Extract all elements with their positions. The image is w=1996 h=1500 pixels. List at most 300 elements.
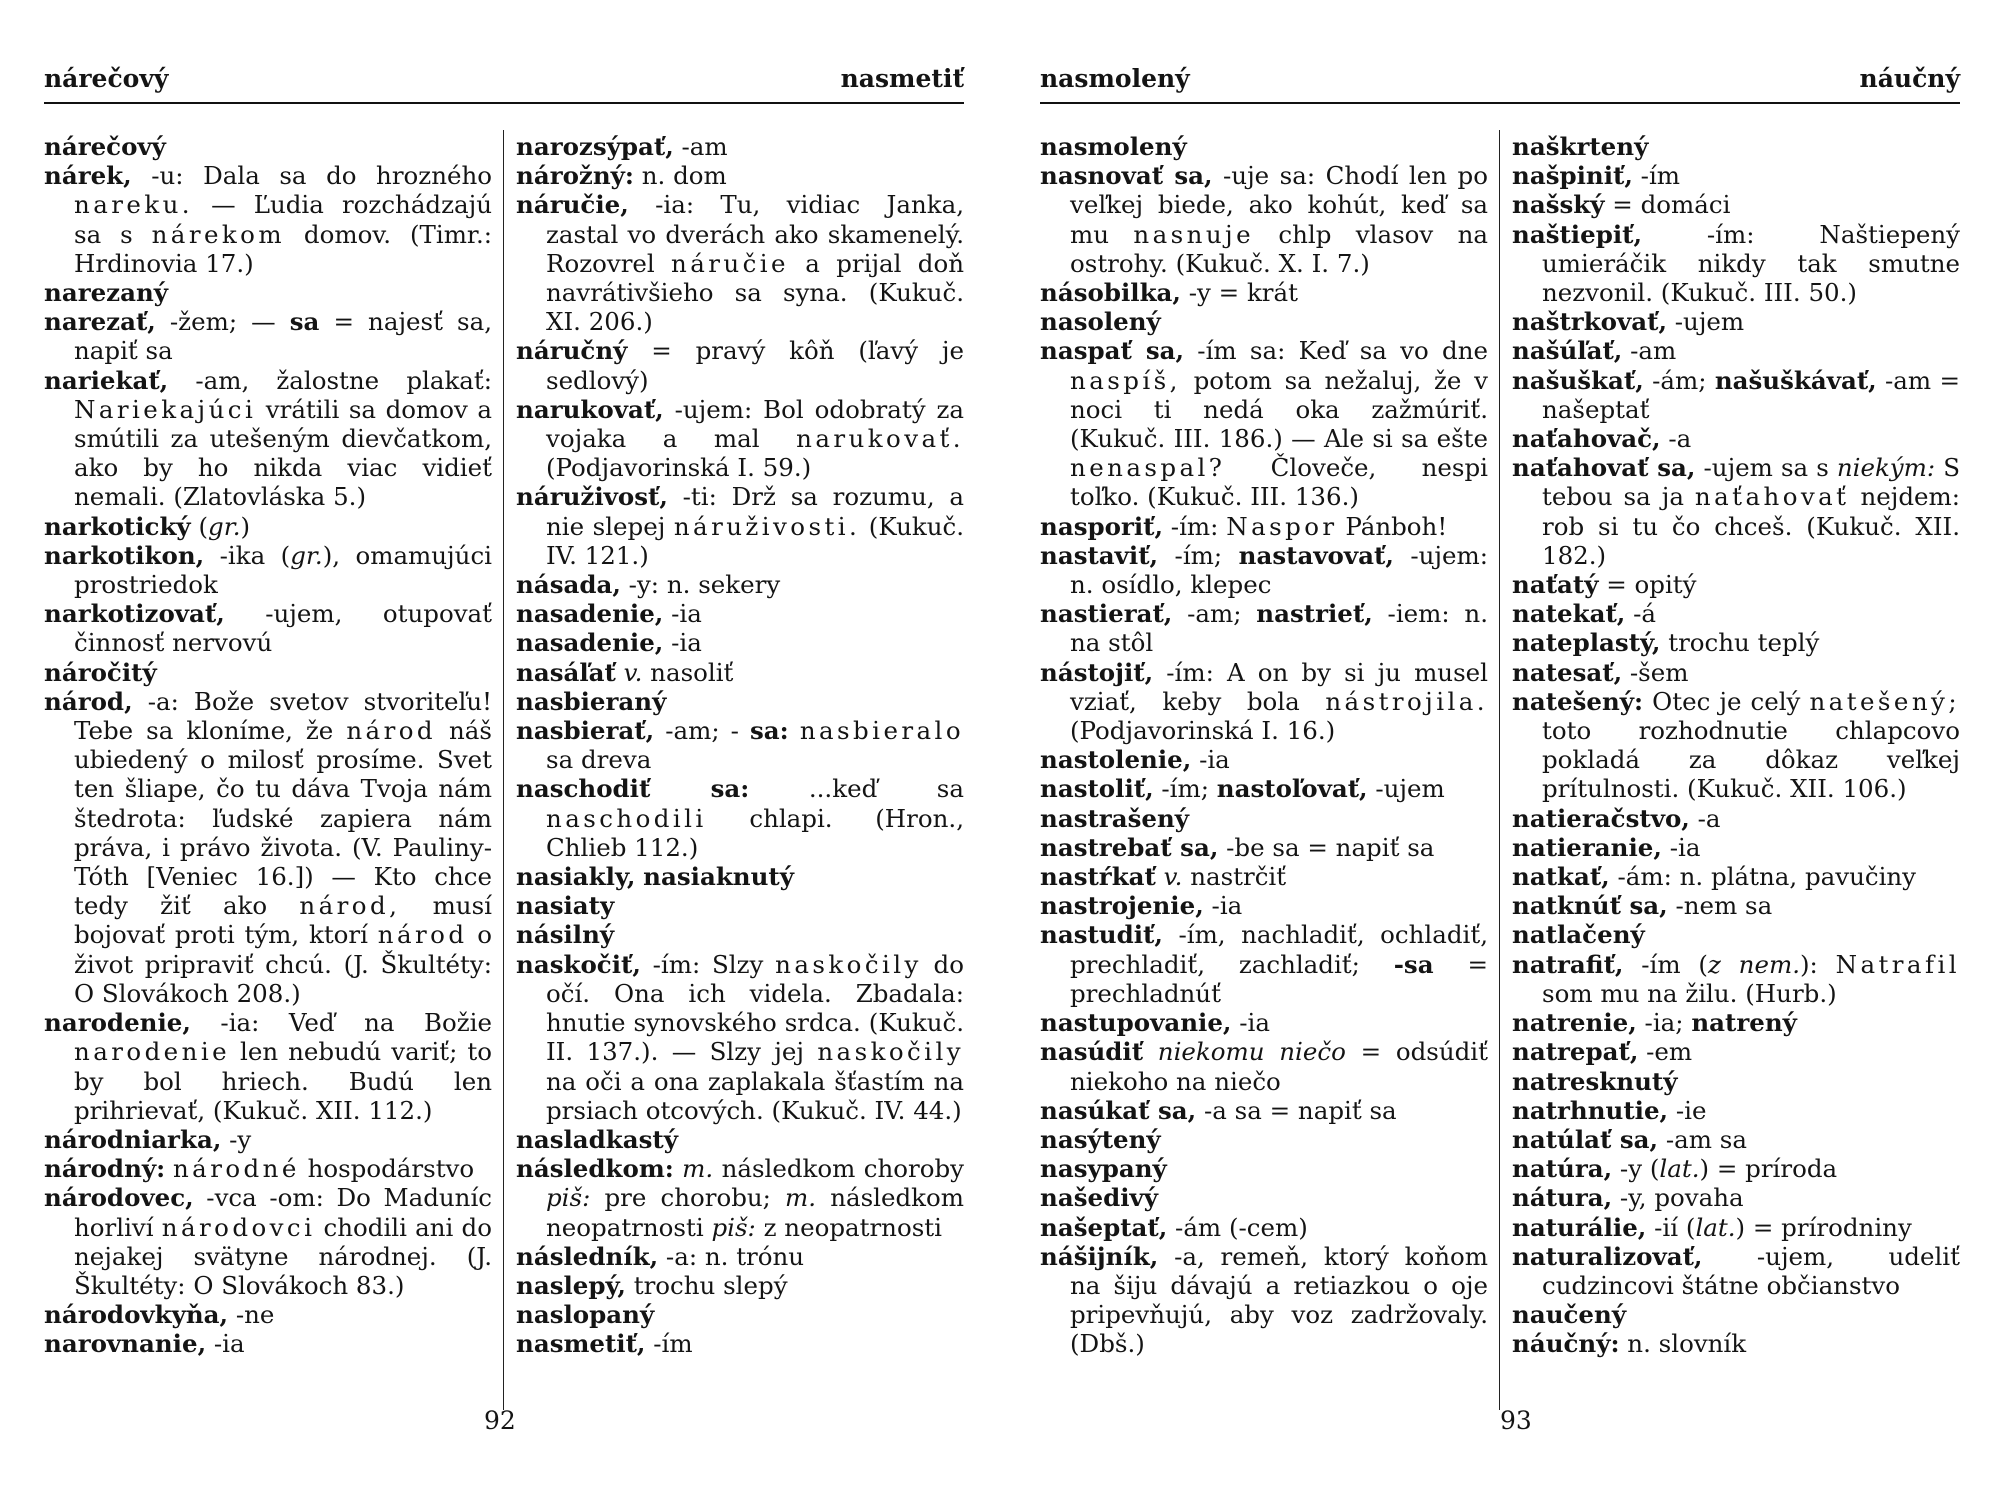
dictionary-entry [44,161,492,278]
headword: naťahovač, [1512,424,1661,454]
headword: nasporiť, [1040,511,1164,541]
dictionary-entry [1040,833,1488,862]
dictionary-entry [1512,599,1960,628]
spaced-example-word: naskočily [775,949,922,979]
italic-note: piš: [711,1212,756,1242]
entry-text: -ia [1191,745,1230,775]
dictionary-entry [1040,774,1488,803]
entry-text: -ím: Naštiepený umieráčik nikdy tak smutne nezvonil. (Kukuč. III. 50.) [1542,219,1960,308]
dictionary-entry [1040,161,1488,278]
headword: násilný [516,920,615,950]
headword: nástojiť, [1040,657,1154,687]
dictionary-entry [516,950,964,1125]
dictionary-entry [1040,278,1488,307]
entry-text: -ím: [1163,511,1227,541]
entry-text: -ujem [1666,307,1745,337]
entry-text: -ím; [1153,774,1217,804]
headword: národniarka, [44,1124,222,1154]
headword: sa: [750,716,789,746]
headword: národný: [44,1154,166,1184]
entry-text: len nebudú variť; to by bol hriech. Budú len prihrievať, (Kukuč. XII. 112.) [74,1037,492,1125]
italic-note: z nem. [1707,949,1800,979]
entry-text [165,1154,173,1183]
dictionary-entry [516,658,964,687]
entry-text: z neopatrnosti [755,1212,942,1242]
headword: nastrebať sa, [1040,832,1219,862]
entry-text: n. dom [633,161,727,191]
dictionary-entry [1512,1008,1960,1037]
dictionary-entry [1040,1008,1488,1037]
headword: natresknutý [1512,1066,1678,1096]
entry-text [616,658,624,687]
spaced-example-word: naťahovať [1694,482,1850,512]
entry-text: -ia: Veď na Božie [190,1008,492,1038]
dictionary-entry [44,599,492,657]
dictionary-entry [44,1125,492,1154]
dictionary-entry [1040,1037,1488,1095]
dictionary-entry [1512,190,1960,219]
dictionary-entry [1040,745,1488,774]
dictionary-entry [1040,658,1488,746]
dictionary-entry [1512,366,1960,424]
page-number: 92 [484,1406,516,1435]
headword: nateplastý, [1512,628,1661,658]
entry-text: -y, povaha [1612,1183,1744,1213]
entry-text: = pravý kôň (ľavý je sedlový) [546,336,964,395]
italic-note: niekomu niečo [1157,1037,1346,1067]
dictionary-entry [44,132,492,161]
headword: následník, [516,1241,659,1271]
headword: naturalizovať, [1512,1241,1703,1271]
headword: našedivý [1040,1183,1158,1213]
entry-text: následkom choroby [713,1154,964,1184]
dictionary-entry [516,687,964,716]
header-first-headword: nasmolený [1040,64,1190,93]
entry-text: -ia [1231,1008,1270,1038]
dictionary-entry [516,1271,964,1300]
spaced-example-word: náručie [671,248,789,278]
dictionary-entry [1040,1125,1488,1154]
entry-text: (Kukuč. IV. 121.) [546,511,964,570]
entry-text [674,1154,682,1183]
spaced-example-word: naskočily [817,1037,964,1067]
headword: nastrieť, [1256,599,1373,629]
headword: nastŕkať [1040,862,1156,892]
dictionary-entry [1512,1037,1960,1066]
entry-text: -a: Bože svetov stvoriteľu! Tebe sa kloníme, že [74,686,492,746]
dictionary-entry [1040,920,1488,1008]
italic-note: niekým: [1836,453,1936,483]
entry-text: -ím: A on by si ju musel vziať, keby bola [1070,657,1488,716]
entry-text: -a, remeň, ktorý koňom na šiju dávajú a retiazkou o oje pripevňujú, aby voz zadržovaly. (Dbš.) [1070,1241,1488,1359]
dictionary-entry [516,395,964,483]
entry-text: -am sa [1658,1124,1747,1154]
headword: naslopaný [516,1300,655,1330]
headword: naspať sa, [1040,336,1185,366]
headword: nastaviť, [1040,540,1159,570]
entry-text: náš ubiedený o milosť prosíme. Svet ten šliape, čo tu dáva Tvoja nám štedrota: ľudské zapiera nám práva, i právo života. (V. Pauliny-Tóth [Veniec 16.]) — Kto chce tedy žiť ako [74,716,492,921]
dictionary-entry [44,1300,492,1329]
headword: nášijník, [1040,1241,1159,1271]
spaced-example-word: Naspor [1226,511,1338,541]
entry-text: Pánboh! [1337,511,1448,541]
dictionary-entry [516,628,964,657]
entry-text: -ia [663,628,702,658]
headword: natrený [1691,1008,1797,1038]
dictionary-entry [516,599,964,628]
entry-text: -a [1660,424,1692,454]
headword: nastudiť, [1040,920,1163,950]
dictionary-entry [44,1008,492,1125]
headword: natieračstvo, [1512,803,1690,833]
entry-text: -ím [1632,161,1681,191]
dictionary-entry [1512,570,1960,599]
dictionary-entry [516,1242,964,1271]
entry-text: ) = príroda [1699,1154,1838,1184]
entry-text: -ia [206,1329,245,1359]
entry-text: -ia; [1636,1008,1692,1038]
entry-text: nastrčiť [1182,862,1287,892]
entry-text: potom sa nežaluj, že v noci ti nedá oka zažmúriť. (Kukuč. III. 186.) — Ale si sa ešte [1070,365,1488,454]
headword: nárek, [44,161,132,191]
entry-text: -ím ( [1623,949,1708,979]
headword: nasiaty [516,891,615,921]
dictionary-entry [1040,862,1488,891]
entry-text: -ie [1668,1095,1707,1125]
headword: nastrojenie, [1040,891,1204,921]
header-last-headword: náučný [1859,64,1960,93]
dictionary-entry [44,366,492,512]
entry-text: -y [221,1124,252,1154]
dictionary-entry [516,132,964,161]
dictionary-entry [1512,658,1960,687]
entry-text: (Podjavorinská I. 59.) [546,453,812,483]
headword: nasbieraný [516,686,667,716]
headword: naturálie, [1512,1212,1647,1242]
dictionary-entry [516,570,964,599]
headword: natešený: [1512,686,1644,716]
headword: natknúť sa, [1512,891,1668,921]
headword: nasýtený [1040,1124,1161,1154]
headword: narukovať, [516,394,664,424]
entry-text: Človeče, nespi toľko. (Kukuč. III. 136.) [1070,453,1488,512]
dictionary-column [44,132,492,1359]
dictionary-entry [1512,220,1960,308]
dictionary-entry [1512,1242,1960,1300]
headword: naškrtený [1512,132,1649,161]
dictionary-entry [1040,1154,1488,1183]
headword: naschodiť sa: [516,774,750,804]
entry-text: -a: n. trónu [658,1241,805,1271]
dictionary-entry [516,774,964,862]
headword: nariekať, [44,365,169,395]
entry-text: -am, žalostne plakať: [168,365,492,395]
dictionary-entry [1512,804,1960,833]
dictionary-entry [1512,1125,1960,1154]
headword: nasladkastý [516,1124,678,1154]
headword: nárožný: [516,161,634,191]
entry-text: -vca -om: Do Maduníc horliví [74,1183,492,1242]
entry-text: trochu teplý [1660,628,1820,658]
entry-text: -ujem [1367,774,1445,804]
entry-text: -iem: n. na stôl [1070,599,1488,658]
italic-note: v. [623,657,643,687]
dictionary-entry [1512,862,1960,891]
headword: natrhnutie, [1512,1095,1669,1125]
headword: nasiaknutý [643,862,794,892]
entry-text: = opitý [1598,570,1697,600]
entry-text: n. slovník [1619,1329,1747,1359]
headword: našuškať, [1512,365,1644,395]
dictionary-entry [1040,132,1488,161]
headword: natieranie, [1512,832,1662,862]
entry-text [1143,1037,1158,1066]
headword: nasúdiť [1040,1037,1144,1067]
headword: našeptať, [1040,1212,1168,1242]
entry-text: -am [673,132,728,161]
spaced-example-word: naschodili [546,803,707,833]
dictionary-entry [1512,891,1960,920]
entry-text: -a [1689,803,1721,833]
dictionary-entry [1040,1242,1488,1359]
dictionary-entry [1512,1096,1960,1125]
headword: náučný: [1512,1329,1620,1359]
entry-text: (Podjavorinská I. 16.) [1070,716,1336,746]
right-page [1040,0,1960,1500]
headword: narkotikon, [44,540,205,570]
dictionary-entry [1512,336,1960,365]
spaced-example-word: náruživosti. [673,511,861,541]
spaced-example-word: nástrojila. [1325,686,1488,716]
headword: následkom: [516,1154,674,1184]
entry-text: následkom neopatrnosti [546,1183,965,1242]
headword: nasmolený [1040,132,1187,161]
headword: natrepať, [1512,1037,1639,1067]
entry-text: nasoliť [642,657,734,687]
headword: nátura, [1512,1183,1613,1213]
header-last-headword: nasmetiť [840,64,964,93]
headword: naštiepiť, [1512,219,1642,249]
headword: národ, [44,686,133,716]
dictionary-entry [1512,1183,1960,1212]
headword: naťahovať sa, [1512,453,1696,483]
headword: nastoliť, [1040,774,1154,804]
headword: narkotický [44,511,191,541]
headword: nastierať, [1040,599,1173,629]
headword: našuškávať, [1714,365,1877,395]
entry-text: -ím [645,1329,693,1359]
dictionary-entry [44,687,492,1008]
entry-text: S tebou sa ja [1542,453,1960,512]
entry-text: -uje sa: Chodí len po veľkej biede, ako kohút, keď sa mu [1070,161,1488,249]
headword: nastupovanie, [1040,1008,1232,1038]
entry-text: -y = krát [1180,278,1298,308]
spaced-example-word: narodenie [74,1037,231,1067]
spaced-example-word: Natrafil [1835,949,1960,979]
entry-text: hospodárstvo [299,1154,475,1184]
entry-text: ): [1799,949,1836,979]
entry-text: -u: Dala sa do hrozného [131,161,492,191]
headword: narovnanie, [44,1329,207,1359]
entry-text: -ujem, udeliť cudzincovi štátne občianstvo [1542,1241,1960,1300]
headword: nasnovať sa, [1040,161,1213,191]
headword: nastoľovať, [1216,774,1368,804]
dictionary-entry [1512,687,1960,804]
dictionary-entry [1040,599,1488,657]
entry-text: -am; [1172,599,1257,629]
entry-text: -ujem: n. osídlo, klepec [1070,540,1488,600]
headword: nasiakly, [516,862,636,892]
spaced-example-word: naspíš, [1070,365,1181,395]
headword: národovec, [44,1183,194,1213]
dictionary-entry [44,512,492,541]
headword: náruživosť, [516,482,668,512]
entry-text [789,716,800,745]
dictionary-entry [1040,1213,1488,1242]
entry-text: = odsúdiť niekoho na niečo [1070,1037,1488,1096]
entry-text: nejdem: rob si tu čo chceš. (Kukuč. XII. 182.) [1542,482,1960,570]
dictionary-entry [516,862,964,891]
dictionary-column [1512,132,1960,1359]
running-header [1040,62,1960,104]
headword: narezať, [44,307,156,337]
entry-text: -ií ( [1646,1212,1696,1242]
entry-text: -ti: Drž sa rozumu, a nie slepej [546,482,964,541]
dictionary-entry [1040,891,1488,920]
entry-text: -ám; [1643,365,1715,395]
dictionary-entry [1040,307,1488,336]
headword: natekať, [1512,599,1626,629]
entry-text: -ia [663,599,702,629]
entry-text: -ím sa: Keď sa vo dne [1184,336,1488,366]
dictionary-entry [1512,1067,1960,1096]
headword: naštrkovať, [1512,307,1667,337]
spaced-example-word: národovci [161,1212,316,1242]
dictionary-entry [1512,453,1960,570]
headword: nárečový [44,132,166,161]
entry-text: -á [1625,599,1656,629]
entry-text: chodili ani do nejakej svätyne národnej. (J. Škultéty: O Slovákoch 83.) [74,1212,492,1300]
dictionary-entry [1512,920,1960,949]
spaced-example-word: národné [172,1154,300,1184]
dictionary-entry [516,190,964,336]
spaced-example-word: národ [377,920,468,950]
dictionary-column [1040,132,1488,1359]
italic-note: m. [785,1183,817,1213]
headword: natúra, [1512,1154,1613,1184]
headword: naučený [1512,1300,1627,1330]
dictionary-entry [1040,1183,1488,1212]
headword: náročitý [44,657,157,687]
entry-text: = najesť sa, napiť sa [74,307,492,366]
entry-text: -ím; [1158,540,1239,570]
headword: nasbierať, [516,716,655,746]
italic-note: piš: [546,1183,591,1213]
dictionary-entry [1512,833,1960,862]
running-header [44,62,964,104]
italic-note: lat. [1695,1212,1736,1242]
dictionary-entry [1512,1300,1960,1329]
headword: nasypaný [1040,1154,1167,1184]
dictionary-entry [516,716,964,774]
entry-text: -nem sa [1667,891,1773,921]
headword: naslepý, [516,1270,626,1300]
dictionary-entry [1040,336,1488,511]
headword: národovkyňa, [44,1300,229,1330]
headword: našúľať, [1512,336,1623,366]
entry-text: chlp vlasov na ostrohy. (Kukuč. X. I. 7.) [1070,219,1488,278]
headword: nasadenie, [516,599,664,629]
dictionary-entry [1512,1329,1960,1358]
dictionary-entry [516,1154,964,1242]
headword: našský [1512,190,1605,220]
headword: sa [289,307,320,337]
entry-text: pre chorobu; [590,1183,786,1213]
headword: narozsýpať, [516,132,674,161]
dictionary-entry [1512,132,1960,161]
dictionary-entry [44,1183,492,1300]
entry-text: -ia [1661,832,1701,862]
dictionary-entry [44,541,492,599]
spaced-example-word: Nariekajúci [74,394,257,424]
dictionary-entry [44,658,492,687]
header-first-headword: nárečový [44,64,169,93]
headword: natrenie, [1512,1008,1637,1038]
dictionary-entry [1512,161,1960,190]
dictionary-entry [1040,804,1488,833]
entry-text: = prechladnúť [1070,949,1488,1008]
spaced-example-word: nareku. [74,190,194,220]
entry-text: = domáci [1604,190,1731,220]
headword: nastavovať, [1238,540,1394,570]
entry-text: ( [190,511,209,541]
dictionary-entry [516,1329,964,1358]
entry-text: o život pripraviť chcú. (J. Škultéty: O Slovákoch 208.) [74,920,492,1008]
entry-text: -ia [1203,891,1243,921]
entry-text: -ím: Slzy [640,949,776,979]
italic-note: v. [1163,862,1183,892]
left-page [44,0,964,1500]
headword: narezaný [44,278,169,308]
dictionary-entry [1512,1213,1960,1242]
column-divider [1499,130,1500,1410]
entry-text: -ám (-cem) [1167,1212,1308,1242]
headword: náručie, [516,190,629,220]
dictionary-entry [1512,628,1960,657]
headword: natrafiť, [1512,949,1624,979]
entry-text: -žem; — [155,307,290,337]
headword: narodenie, [44,1008,191,1038]
column-divider [503,130,504,1410]
entry-text [635,862,643,891]
spaced-example-word: nasnuje [1133,219,1255,249]
entry-text: musí bojovať proti tým, ktorí [74,891,492,950]
entry-text: ), omamujúci prostriedok [74,540,492,600]
entry-text: -am; - [654,716,751,746]
dictionary-entry [516,161,964,190]
headword: nastrašený [1040,803,1190,833]
dictionary-entry [44,1154,492,1183]
entry-text: -šem [1622,657,1689,687]
entry-text: -be sa = napiť sa [1218,832,1435,862]
headword: nasmetiť, [516,1329,646,1359]
entry-text [1156,862,1164,891]
entry-text: -ika ( [204,540,291,570]
dictionary-entry [516,482,964,570]
dictionary-entry [516,336,964,394]
headword: našpiniť, [1512,161,1633,191]
entry-text: som mu na žilu. (Hurb.) [1542,978,1837,1008]
